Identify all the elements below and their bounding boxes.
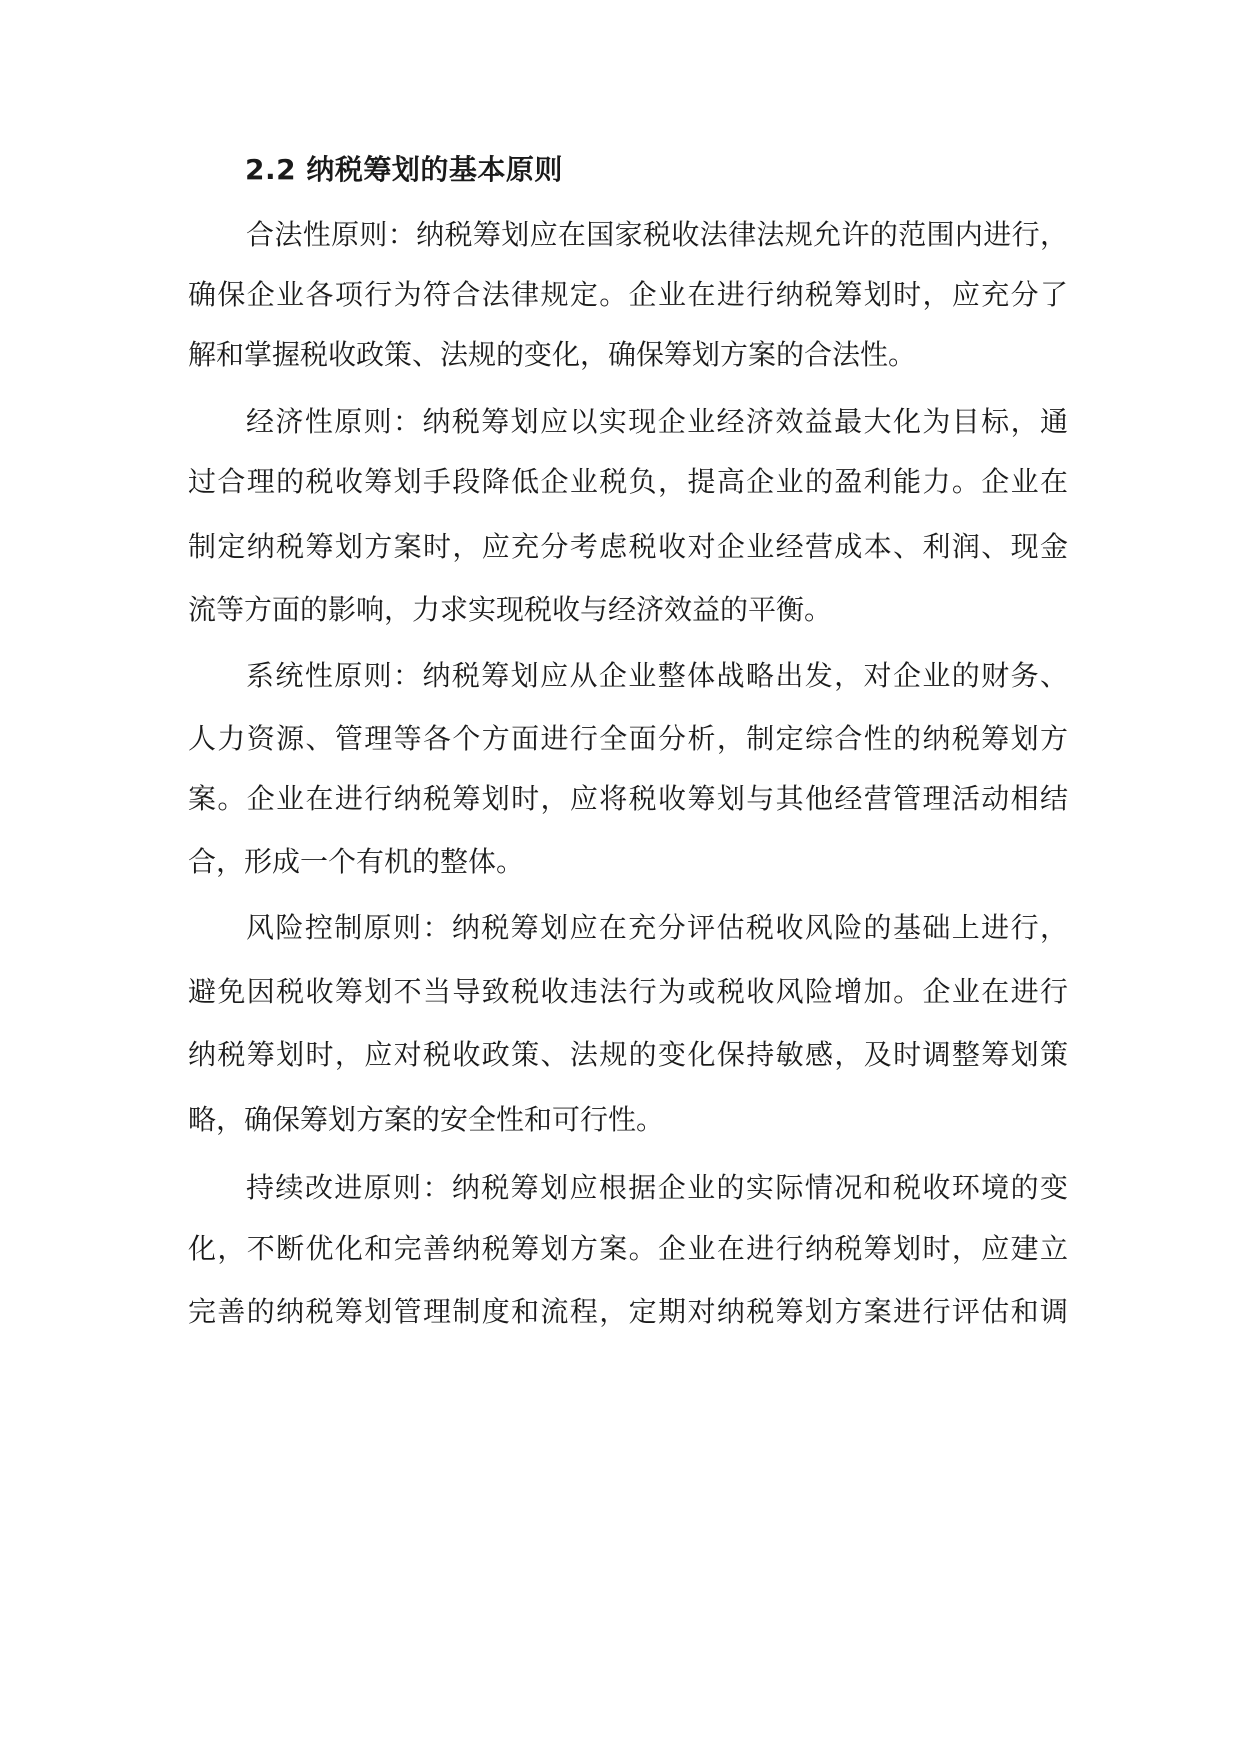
paragraph-line: 风险控制原则：纳税筹划应在充分评估税收风险的基础上进行， (246, 911, 1068, 944)
paragraph-line: 化，不断优化和完善纳税筹划方案。企业在进行纳税筹划时，应建立 (188, 1232, 1068, 1265)
paragraph-line: 完善的纳税筹划管理制度和流程，定期对纳税筹划方案进行评估和调 (188, 1295, 1068, 1328)
paragraph-line: 人力资源、管理等各个方面进行全面分析，制定综合性的纳税筹划方 (188, 722, 1068, 755)
paragraph-line: 略，确保筹划方案的安全性和可行性。 (188, 1103, 665, 1136)
paragraph-line: 流等方面的影响，力求实现税收与经济效益的平衡。 (188, 593, 833, 626)
paragraph-line: 系统性原则：纳税筹划应从企业整体战略出发，对企业的财务、 (246, 659, 1068, 692)
paragraph-line: 制定纳税筹划方案时，应充分考虑税收对企业经营成本、利润、现金 (188, 530, 1068, 563)
paragraph-line: 确保企业各项行为符合法律规定。企业在进行纳税筹划时，应充分了 (188, 278, 1068, 311)
paragraph-line: 合法性原则：纳税筹划应在国家税收法律法规允许的范围内进行， (246, 218, 1068, 251)
paragraph-line: 解和掌握税收政策、法规的变化，确保筹划方案的合法性。 (188, 338, 917, 371)
section-heading: 2.2 纳税筹划的基本原则 (245, 153, 563, 186)
paragraph-line: 纳税筹划时，应对税收政策、法规的变化保持敏感，及时调整筹划策 (188, 1038, 1068, 1071)
paragraph-line: 合，形成一个有机的整体。 (188, 845, 525, 878)
paragraph-line: 持续改进原则：纳税筹划应根据企业的实际情况和税收环境的变 (246, 1171, 1068, 1204)
paragraph-line: 避免因税收筹划不当导致税收违法行为或税收风险增加。企业在进行 (188, 975, 1068, 1008)
paragraph-line: 经济性原则：纳税筹划应以实现企业经济效益最大化为目标，通 (246, 405, 1068, 438)
paragraph-line: 案。企业在进行纳税筹划时，应将税收筹划与其他经营管理活动相结 (188, 782, 1068, 815)
paragraph-line: 过合理的税收筹划手段降低企业税负，提高企业的盈利能力。企业在 (188, 465, 1068, 498)
